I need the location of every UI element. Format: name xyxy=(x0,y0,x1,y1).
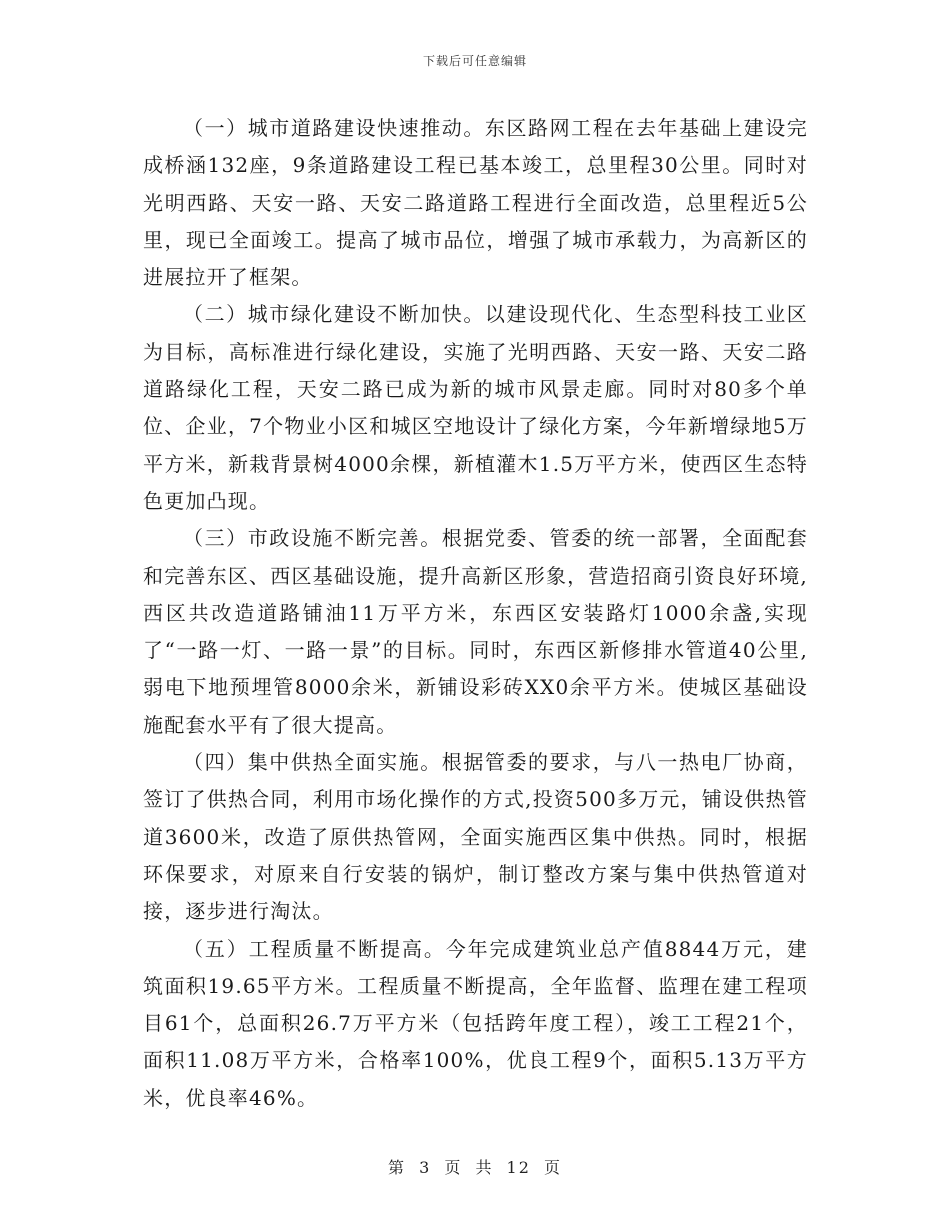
paragraph-central-heating: （四）集中供热全面实施。根据管委的要求，与八一热电厂协商，签订了供热合同，利用市场化操作的方式,投资500多万元，铺设供热管道3600米，改造了原供热管网，全面实施西区集中供热。同时，根据环保要求，对原来自行安装的锅炉，制订整改方案与集中供热管道对接，逐步进行淘汰。 xyxy=(143,750,808,924)
document-body xyxy=(143,110,808,1117)
page-header: 下载后可任意编辑 xyxy=(422,54,527,68)
page-number-footer: 第 3 页 共 12 页 xyxy=(388,1158,562,1177)
paragraph-municipal-facilities: （三）市政设施不断完善。根据党委、管委的统一部署，全面配套和完善东区、西区基础设施，提升高新区形象，营造招商引资良好环境,西区共改造道路铺油11万平方米，东西区安装路灯1000余盏,实现了“一路一灯、一路一景”的目标。同时，东西区新修排水管道40公里,弱电下地预埋管8000余米，新铺设彩砖XX0余平方米。使城区基础设施配套水平有了很大提高。 xyxy=(143,526,808,737)
paragraph-engineering-quality: （五）工程质量不断提高。今年完成建筑业总产值8844万元，建筑面积19.65平方米。工程质量不断提高，全年监督、监理在建工程项目61个，总面积26.7万平方米（包括跨年度工程），竣工工程21个，面积11.08万平方米，合格率100%，优良工程9个，面积5.13万平方米，优良率46%。 xyxy=(143,936,808,1110)
paragraph-greening: （二）城市绿化建设不断加快。以建设现代化、生态型科技工业区为目标，高标准进行绿化建设，实施了光明西路、天安一路、天安二路道路绿化工程，天安二路已成为新的城市风景走廊。同时对80多个单位、企业，7个物业小区和城区空地设计了绿化方案，今年新增绿地5万平方米，新栽背景树4000余棵，新植灌木1.5万平方米，使西区生态特色更加凸现。 xyxy=(143,302,808,513)
paragraph-road-construction: （一）城市道路建设快速推动。东区路网工程在去年基础上建设完成桥涵132座，9条道路建设工程已基本竣工，总里程30公里。同时对光明西路、天安一路、天安二路道路工程进行全面改造，总里程近5公里，现已全面竣工。提高了城市品位，增强了城市承载力，为高新区的进展拉开了框架。 xyxy=(143,116,808,290)
